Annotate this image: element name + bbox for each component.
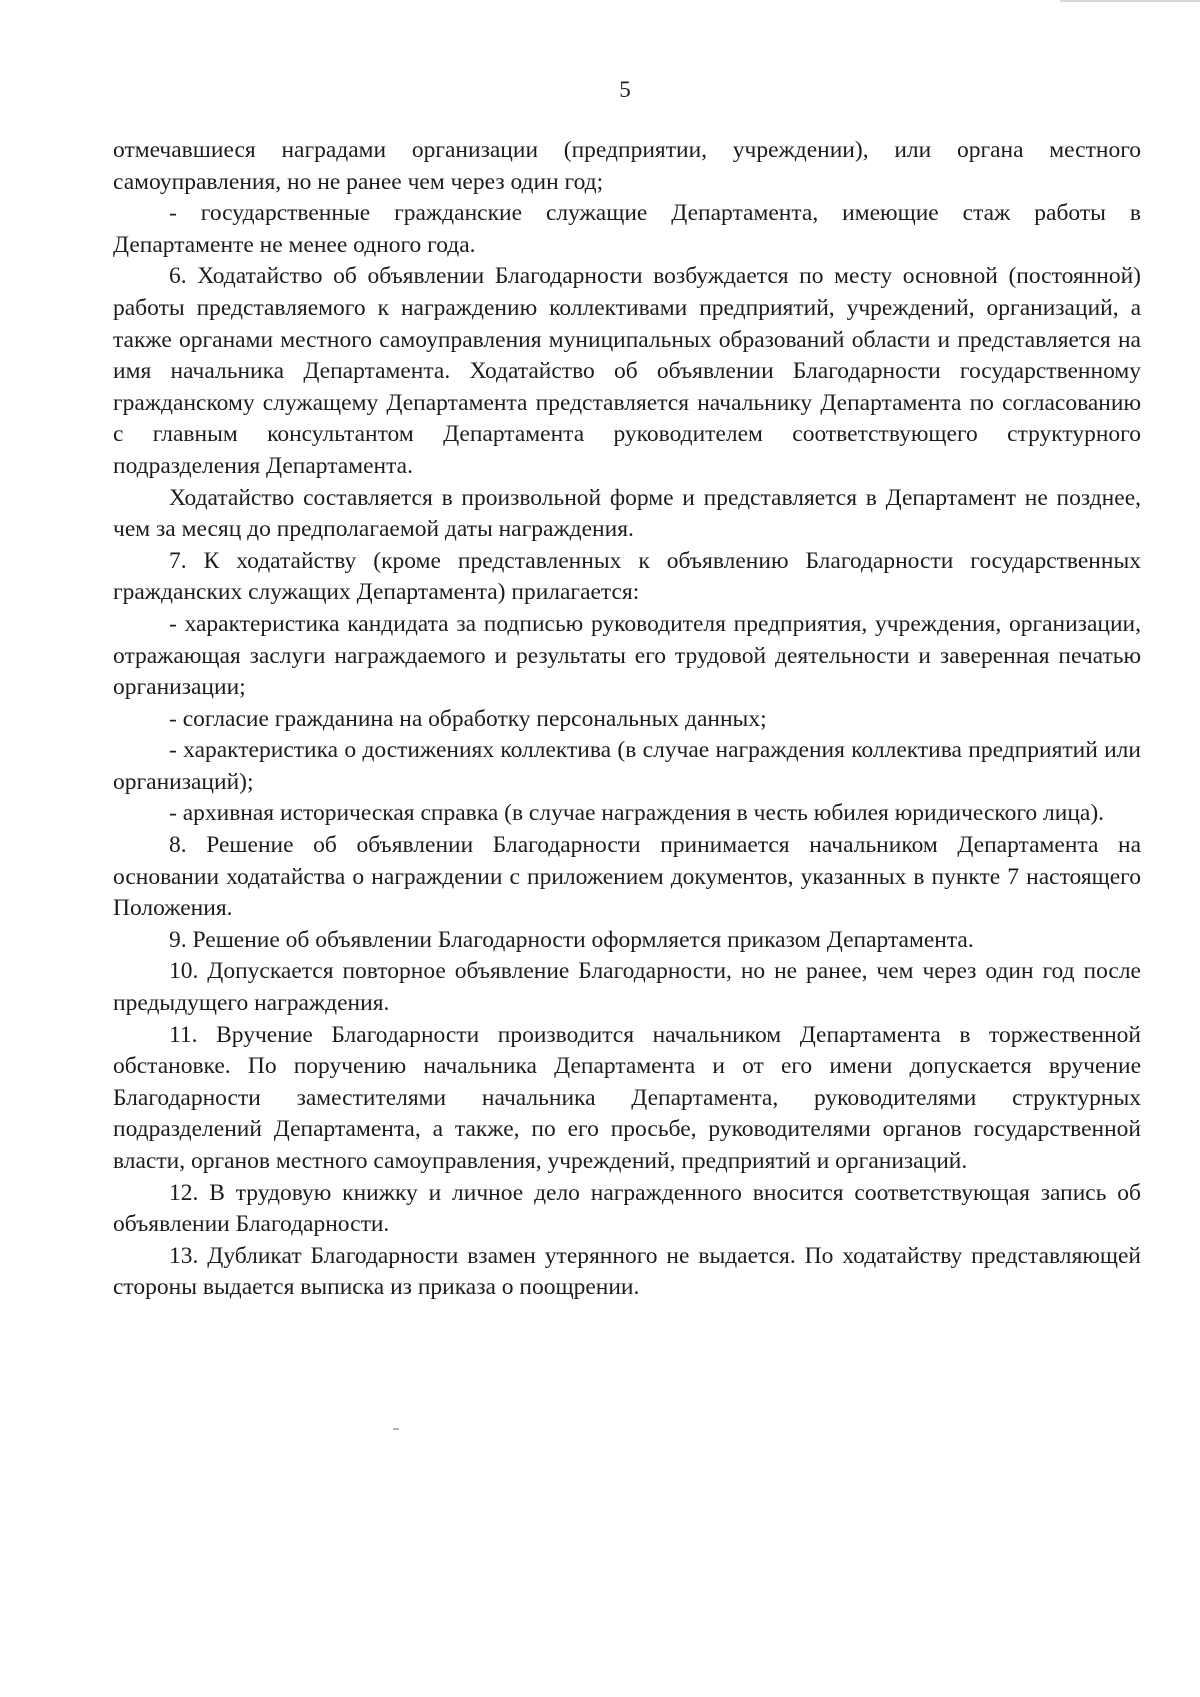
paragraph-clause-13: 13. Дубликат Благодарности взамен утерянного не выдается. По ходатайству представляющей стороны выдается выписка из приказа о поощрении. — [113, 1242, 1141, 1301]
paragraph-clause-10: 10. Допускается повторное объявление Благодарности, но не ранее, чем через один год после предыдущего награждения. — [113, 958, 1141, 1017]
paragraph-list-item: - согласие гражданина на обработку персональных данных; — [169, 705, 767, 732]
paragraph-clause-11: 11. Вручение Благодарности производится начальником Департамента в торжественной обстановке. По поручению начальника Департамента и от его имени допускается вручение Благодарности заместителями начальника Департамента, руководителями структурных подразделений Департамента, а также, по его просьбе, руководителями органов государственной власти, органов местного самоуправления, учреждений, предприятий и организаций. — [113, 1021, 1141, 1174]
paragraph-clause-9: 9. Решение об объявлении Благодарности оформляется приказом Департамента. — [169, 926, 974, 953]
paragraph-clause-8: 8. Решение об объявлении Благодарности принимается начальником Департамента на основании ходатайства о награждении с приложением документов, указанных в пункте 7 настоящего Положения. — [113, 832, 1141, 922]
scan-edge-mark — [1060, 0, 1200, 2]
document-body — [113, 135, 1141, 1304]
scan-dot-mark — [393, 1428, 399, 1430]
paragraph-continuation: отмечавшиеся наградами организации (предприятии, учреждении), или органа местного самоуправления, но не ранее чем через один год; — [113, 137, 1141, 195]
paragraph-clause-6: 6. Ходатайство об объявлении Благодарности возбуждается по месту основной (постоянной) работы представляемого к награждению коллективами предприятий, учреждений, организаций, а также органами местного самоуправления муниципальных образований области и представляется на имя начальника Департамента. Ходатайство об объявлении Благодарности государственному гражданскому служащему Департамента представляется начальнику Департамента по согласованию с главным консультантом Департамента руководителем соответствующего структурного подразделения Департамента. — [113, 263, 1141, 479]
paragraph-clause-12: 12. В трудовую книжку и личное дело награжденного вносится соответствующая запись об объявлении Благодарности. — [113, 1179, 1141, 1238]
paragraph-list-item: - государственные гражданские служащие Департамента, имеющие стаж работы в Департаменте не менее одного года. — [113, 200, 1141, 258]
paragraph-list-item: - характеристика кандидата за подписью руководителя предприятия, учреждения, организации, отражающая заслуги награждаемого и результаты его трудовой деятельности и заверенная печатью организации; — [113, 610, 1141, 701]
paragraph-clause-7: 7. К ходатайству (кроме представленных к объявлению Благодарности государственных гражданских служащих Департамента) прилагается: — [113, 547, 1141, 606]
page-number: 5 — [619, 77, 631, 102]
paragraph-clause-6-form: Ходатайство составляется в произвольной форме и представляется в Департамент не позднее, чем за месяц до предполагаемой даты награждения. — [113, 484, 1141, 543]
paragraph-list-item: - характеристика о достижениях коллектива (в случае награждения коллектива предприятий или организаций); — [113, 737, 1141, 795]
paragraph-list-item: - архивная историческая справка (в случае награждения в честь юбилея юридического лица). — [169, 800, 1105, 827]
